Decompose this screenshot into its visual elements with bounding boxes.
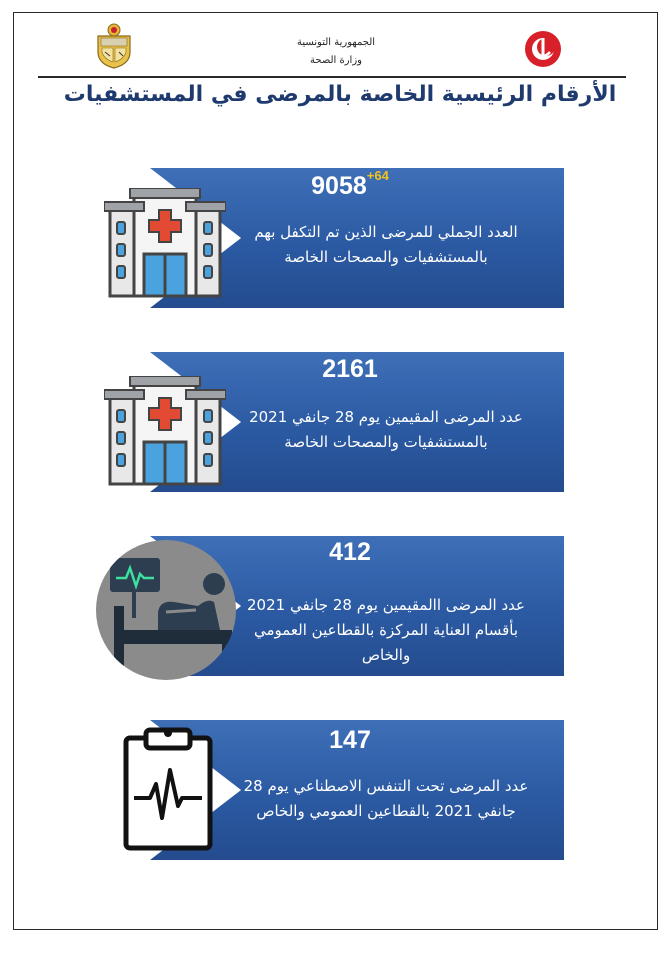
ministry-line-2: وزارة الصحة xyxy=(310,55,362,66)
stat-description: عدد المرضى تحت التنفس الاصطناعي يوم 28 جانفي 2021 بالقطاعين العمومي والخاص xyxy=(243,777,529,820)
stat-number: 412 xyxy=(329,538,371,566)
hospital-icon xyxy=(104,376,226,488)
ministry-header xyxy=(236,34,436,70)
page-title: الأرقام الرئيسية الخاصة بالمرضى في المستشفيات xyxy=(63,82,617,107)
stat-value: 9058 xyxy=(311,172,367,200)
hospital-icon xyxy=(104,188,226,300)
patient-bed-monitor-icon xyxy=(96,540,236,680)
stat-number xyxy=(200,168,500,201)
red-crescent-icon xyxy=(524,30,562,68)
stat-description: عدد المرضى المقيمين يوم 28 جانفي 2021 بالمستشفيات والمصحات الخاصة xyxy=(249,408,523,451)
ministry-line-1: الجمهورية التونسية xyxy=(296,37,376,48)
stat-number: 147 xyxy=(329,726,371,754)
stat-description: العدد الجملي للمرضى الذين تم التكفل بهم بالمستشفيات والمصحات الخاصة xyxy=(254,223,518,266)
tunisia-coat-of-arms-icon xyxy=(92,22,136,70)
stat-number: 2161 xyxy=(322,355,378,383)
header-divider xyxy=(38,76,626,78)
clipboard-heartbeat-icon xyxy=(120,724,216,852)
stat-increase: +64 xyxy=(366,168,389,183)
stat-description: عدد المرضى االمقيمين يوم 28 جانفي 2021 بأقسام العناية المركزة بالقطاعين العمومي والخاص xyxy=(247,596,525,664)
